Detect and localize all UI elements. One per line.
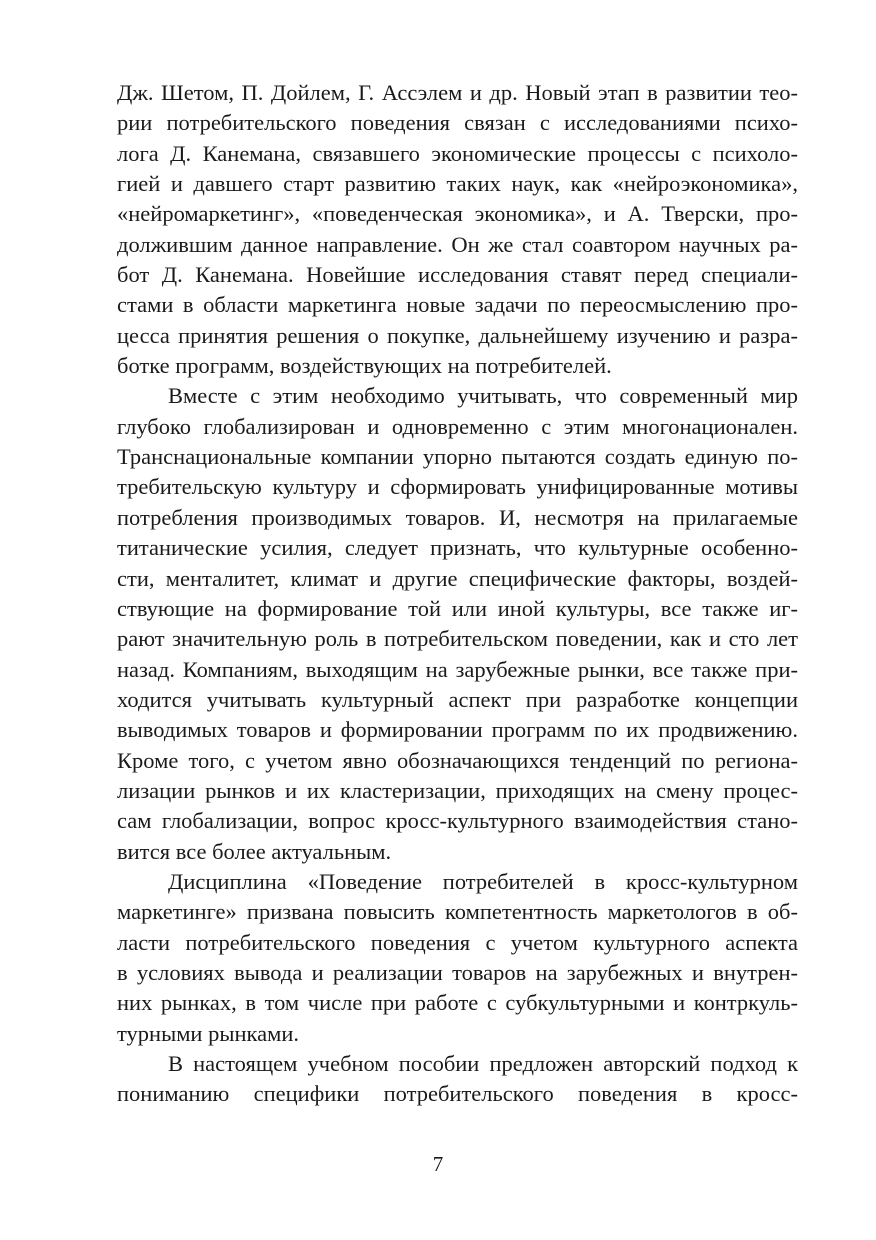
text-line: гией и давшего старт развитию таких наук, как «нейроэкономика», (117, 171, 798, 197)
text-line: лизации рынков и их кластеризации, приходящих на смену процес- (117, 777, 798, 803)
text-line: турными рынками. (117, 1020, 299, 1046)
page-body (117, 78, 798, 1110)
text-line: Вместе с этим необходимо учитывать, что современный мир (168, 383, 798, 409)
paragraph (117, 78, 798, 381)
text-line: сам глобализации, вопрос кросс-культурного взаимодействия стано- (117, 808, 798, 834)
paragraph (117, 381, 798, 867)
text-line: ботке программ, воздействующих на потребителей. (117, 353, 612, 379)
page-number: 7 (432, 1152, 444, 1176)
text-line: стами в области маркетинга новые задачи по переосмыслению про- (117, 292, 798, 318)
text-line: них рынках, в том числе при работе с субкультурными и контркуль- (117, 990, 798, 1016)
text-line: должившим данное направление. Он же стал соавтором научных ра- (117, 231, 798, 257)
text-line: глубоко глобализирован и одновременно с этим многонационален. (117, 413, 798, 439)
text-line: пониманию специфики потребительского поведения в кросс- (117, 1081, 798, 1107)
text-line: ласти потребительского поведения с учетом культурного аспекта (117, 929, 798, 955)
paragraph (117, 1049, 798, 1110)
text-line: «нейромаркетинг», «поведенческая экономика», и А. Тверски, про- (117, 201, 798, 227)
text-line: маркетинге» призвана повысить компетентность маркетологов в об- (117, 899, 798, 925)
text-line: Транснациональные компании упорно пытаются создать единую по- (117, 444, 798, 470)
text-line: рии потребительского поведения связан с исследованиями психо- (117, 110, 798, 136)
text-line: Кроме того, с учетом явно обозначающихся тенденций по регионa- (117, 747, 798, 773)
text-line: бот Д. Канемана. Новейшие исследования ставят перед специали- (117, 262, 798, 288)
text-line: Дисциплина «Поведение потребителей в кросс-культурном (168, 868, 798, 894)
text-line: ходится учитывать культурный аспект при разработке концепции (117, 686, 798, 712)
text-line: титанические усилия, следует признать, что культурные особенно- (117, 535, 798, 561)
text-line: лога Д. Канемана, связавшего экономические процессы с психоло- (117, 140, 798, 166)
text-line: потребления производимых товаров. И, несмотря на прилагаемые (117, 504, 798, 530)
text-line: ствующие на формирование той или иной культуры, все также иг- (117, 595, 798, 621)
text-line: требительскую культуру и сформировать унифицированные мотивы (117, 474, 798, 500)
text-line: сти, менталитет, климат и другие специфические факторы, воздей- (117, 565, 798, 591)
text-line: вится все более актуальным. (117, 838, 392, 864)
text-line: Дж. Шетом, П. Дойлем, Г. Ассэлем и др. Новый этап в развитии тео- (117, 80, 798, 105)
text-line: В настоящем учебном пособии предложен авторский подход к (168, 1051, 798, 1076)
text-line: в условиях вывода и реализации товаров на зарубежных и внутрен- (117, 959, 798, 985)
text-line: выводимых товаров и формировании программ по их продвижению. (117, 717, 798, 743)
text-line: назад. Компаниям, выходящим на зарубежные рынки, все также при- (117, 656, 798, 682)
text-line: цесса принятия решения о покупке, дальнейшему изучению и разра- (117, 322, 798, 348)
paragraph (117, 867, 798, 1049)
text-line: рают значительную роль в потребительском поведении, как и сто лет (117, 626, 798, 652)
